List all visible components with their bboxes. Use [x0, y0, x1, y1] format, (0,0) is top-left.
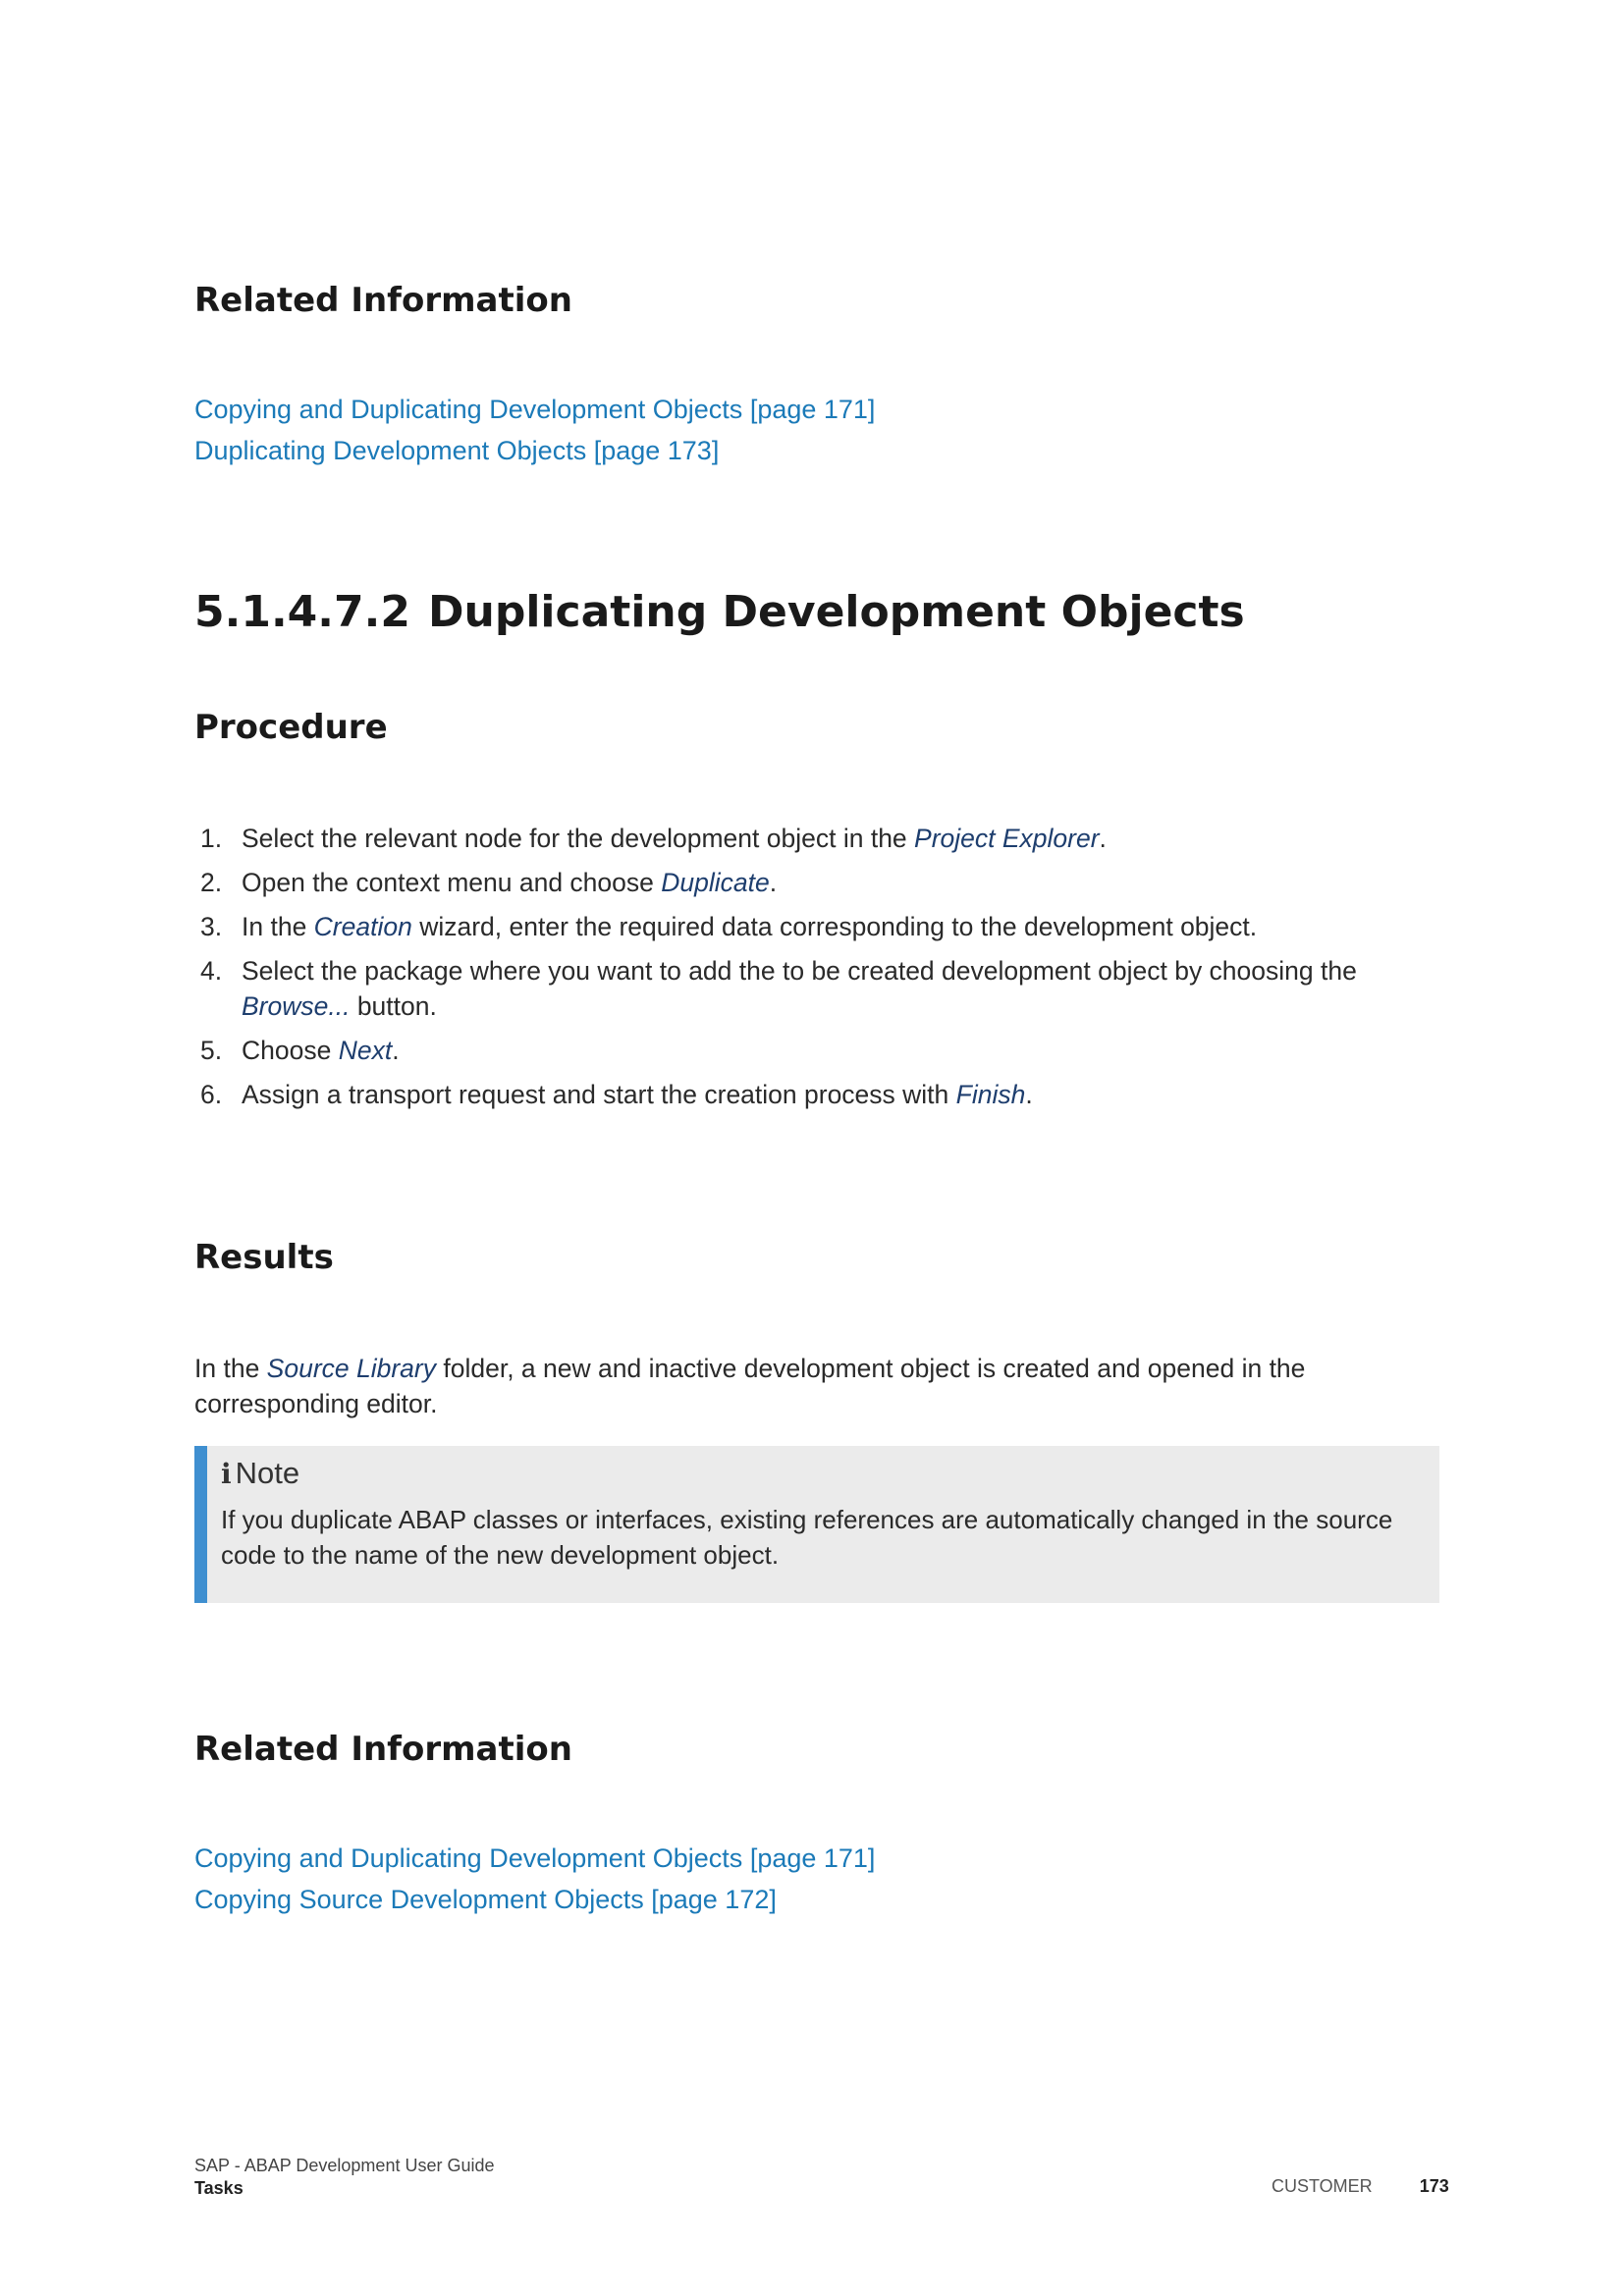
ui-element-name: Source Library	[266, 1354, 436, 1383]
note-header	[221, 1452, 1410, 1496]
results-text: folder, a new and inactive development object is created and opened in the corresponding editor.	[194, 1354, 1306, 1418]
step-number: 1.	[200, 824, 223, 853]
footer-page-info	[1272, 2176, 1449, 2197]
step-text: .	[1025, 1080, 1033, 1109]
step-text: Select the relevant node for the development object in the	[242, 824, 915, 853]
procedure-step	[194, 865, 1439, 900]
step-text: Select the package where you want to add the to be created development object by choosing the	[242, 956, 1357, 986]
step-text: wizard, enter the required data corresponding to the development object.	[411, 912, 1258, 941]
procedure-steps	[194, 821, 1439, 1121]
ui-element-name: Project Explorer	[914, 824, 1100, 853]
ui-element-name: Creation	[313, 912, 412, 941]
footer-classification: CUSTOMER	[1272, 2176, 1373, 2196]
results-text: In the	[194, 1354, 267, 1383]
procedure-step	[194, 821, 1439, 856]
step-text: Assign a transport request and start the creation process with	[242, 1080, 956, 1109]
note-text: If you duplicate ABAP classes or interfaces, existing references are automatically changed in the source code to the name of the new development object.	[221, 1505, 1393, 1570]
step-text: .	[769, 868, 778, 897]
procedure-step	[194, 1077, 1439, 1112]
info-icon: i	[221, 1458, 232, 1490]
step-number: 2.	[200, 868, 223, 897]
note-title: Note	[235, 1456, 300, 1490]
step-number: 6.	[200, 1080, 223, 1109]
related-information-heading: Related Information	[194, 281, 572, 320]
note-box	[194, 1446, 1439, 1603]
step-text: Open the context menu and choose	[242, 868, 662, 897]
related-link[interactable]: Copying and Duplicating Development Objects [page 171]	[194, 1843, 876, 1873]
step-text: In the	[242, 912, 314, 941]
related-links-list	[194, 1838, 875, 1920]
results-paragraph	[194, 1351, 1439, 1421]
related-link[interactable]: Duplicating Development Objects [page 173]	[194, 436, 720, 465]
step-text: .	[392, 1036, 400, 1065]
procedure-step	[194, 909, 1439, 944]
step-number: 3.	[200, 912, 223, 941]
footer-chapter: Tasks	[194, 2178, 244, 2198]
step-text: .	[1099, 824, 1107, 853]
section-number: 5.1.4.7.2	[194, 587, 410, 637]
page-number: 173	[1419, 2176, 1449, 2196]
results-heading: Results	[194, 1238, 334, 1277]
section-title	[194, 587, 1245, 637]
step-number: 5.	[200, 1036, 223, 1065]
step-text: button.	[350, 991, 437, 1021]
related-link[interactable]: Copying Source Development Objects [page 172]	[194, 1885, 777, 1914]
procedure-step	[194, 953, 1439, 1024]
related-link[interactable]: Copying and Duplicating Development Objects [page 171]	[194, 395, 876, 424]
step-text: Choose	[242, 1036, 339, 1065]
footer-doc-title: SAP - ABAP Development User Guide	[194, 2156, 495, 2175]
ui-element-name: Next	[338, 1036, 393, 1065]
step-number: 4.	[200, 956, 223, 986]
procedure-heading: Procedure	[194, 708, 388, 747]
related-information-heading: Related Information	[194, 1730, 572, 1769]
related-links-list	[194, 389, 875, 471]
footer-document-info	[194, 2155, 495, 2200]
procedure-step	[194, 1033, 1439, 1068]
section-title-text: Duplicating Development Objects	[428, 587, 1245, 637]
ui-element-name: Duplicate	[661, 868, 770, 897]
ui-element-name: Finish	[955, 1080, 1026, 1109]
ui-element-name: Browse...	[242, 991, 351, 1021]
